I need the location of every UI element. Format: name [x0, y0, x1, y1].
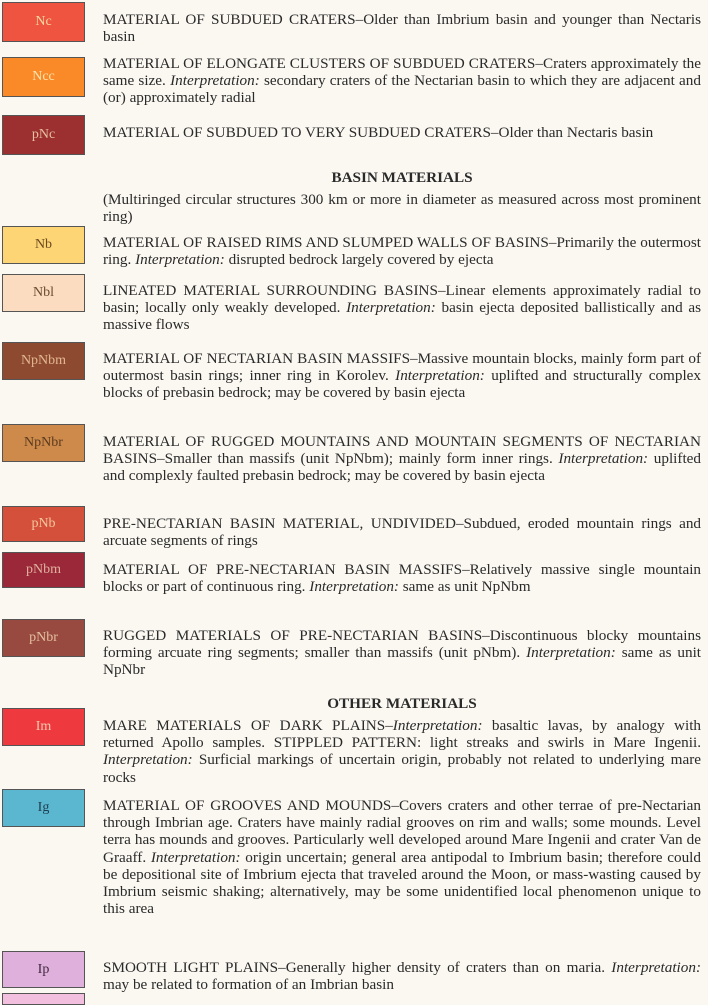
unit-code: Ig — [37, 800, 50, 815]
interpretation-text-2: Surficial markings of uncertain origin, probably not related to underlying mare rocks — [103, 751, 701, 786]
interpretation-text: same as unit NpNbm — [402, 578, 531, 596]
interpretation-text: origin uncertain; general area antipodal to Imbrium basin; therefore could be depositional site of Imbrium ejecta that traveled around the Moon, or mass-wasting caused by Imbrium seismic shaking; alternatively, may be some unidentified local phenomenon unique to this area — [103, 848, 701, 918]
unit-body: Craters approximately the same size. — [103, 55, 701, 90]
unit-code: NpNbr — [24, 435, 63, 450]
unit-description-im — [103, 717, 701, 786]
unit-swatch-ip — [2, 951, 85, 988]
unit-code: pNc — [31, 127, 56, 142]
dash: – — [455, 515, 464, 532]
unit-body: Smaller than massifs (unit NpNbm); mainly form inner rings. — [164, 450, 553, 468]
unit-description-nc — [103, 11, 701, 45]
interpretation-label: Interpretation: — [150, 848, 241, 866]
interpretation-text: uplifted and structurally complex blocks of prebasin bedrock; may be covered by basin ejecta — [103, 367, 702, 402]
unit-title: MATERIAL OF ELONGATE CLUSTERS OF SUBDUED CRATERS — [103, 55, 536, 72]
unit-description-nb — [103, 234, 701, 268]
unit-title: MATERIAL OF RAISED RIMS AND SLUMPED WALLS OF BASINS — [103, 234, 549, 251]
interpretation-label-2: Interpretation: — [103, 751, 193, 769]
unit-code: Ip — [37, 961, 50, 977]
unit-code: pNbr — [29, 630, 58, 645]
unit-description-pnc — [103, 124, 701, 141]
interpretation-label: Interpretation: — [392, 717, 483, 734]
dash: – — [157, 450, 165, 468]
unit-swatch-partial — [2, 993, 85, 1005]
unit-title: MATERIAL OF SUBDUED CRATERS — [103, 11, 356, 28]
unit-code: NpNbm — [20, 353, 67, 368]
unit-swatch-nc — [2, 2, 85, 42]
unit-body: Older than Nectaris basin — [498, 124, 654, 141]
unit-code: pNbm — [26, 562, 61, 577]
interpretation-text: secondary craters of the Nectarian basin to which they are adjacent and (or) approximately radial — [103, 72, 701, 107]
unit-swatch-nb — [2, 226, 85, 264]
dash: – — [490, 124, 499, 141]
unit-body: Linear elements approximately radial to basin; locally only weakly developed. — [103, 282, 701, 317]
unit-description-npnbr — [103, 433, 701, 485]
unit-swatch-npnbm — [2, 342, 85, 380]
unit-description-pnbm — [103, 561, 701, 595]
unit-body: Subdued, eroded mountain rings and arcuate segments of rings — [103, 515, 702, 550]
interpretation-label: Interpretation: — [611, 959, 701, 976]
unit-title: PRE-NECTARIAN BASIN MATERIAL, UNDIVIDED — [103, 515, 456, 532]
interpretation-label: Interpretation: — [346, 299, 436, 317]
interpretation-text: basin ejecta deposited ballistically and as massive flows — [103, 299, 702, 334]
unit-swatch-pnbm — [2, 552, 85, 588]
unit-description-ip — [103, 959, 701, 993]
unit-body: Massive mountain blocks, mainly form part of outermost basin rings; inner ring in Korolev. — [103, 350, 702, 385]
dash: – — [462, 561, 470, 578]
dash: – — [410, 350, 418, 367]
unit-body: Relatively massive single mountain blocks or part of continuous ring. — [103, 561, 702, 596]
unit-body: Primarily the outermost ring. — [103, 234, 701, 269]
unit-title: MATERIAL OF GROOVES AND MOUNDS — [103, 797, 392, 814]
interpretation-text: may be related to formation of an Imbrian basin — [103, 976, 394, 994]
unit-title: MATERIAL OF PRE-NECTARIAN BASIN MASSIFS — [103, 561, 463, 578]
interpretation-text: basaltic lavas, by analogy with returned Apollo samples. STIPPLED PATTERN: light streaks and swirls in Mare Ingenii. — [103, 717, 702, 752]
section-heading-basin: BASIN MATERIALS — [331, 169, 473, 186]
unit-title: LINEATED MATERIAL SURROUNDING BASINS — [103, 282, 438, 299]
unit-description-pnbr — [103, 627, 701, 679]
dash: – — [355, 11, 364, 28]
unit-swatch-pnb — [2, 506, 85, 542]
unit-description-ncc — [103, 55, 701, 107]
dash: – — [482, 627, 490, 644]
unit-title: MATERIAL OF NECTARIAN BASIN MASSIFS — [103, 350, 411, 367]
dash: – — [391, 797, 399, 814]
unit-description-pnb — [103, 515, 701, 549]
interpretation-label: Interpretation: — [395, 367, 485, 385]
unit-code: Nc — [35, 14, 52, 29]
interpretation-text: same as unit NpNbr — [103, 644, 702, 679]
dash: – — [535, 55, 543, 72]
unit-body: Covers craters and other terrae of pre-Nectarian through Imbrian age. Craters have mainly radial grooves on rim and walls; some mounds. Level terra has mounds and grooves. Particularly well developed around Mare Ingenii and crater Van de Graaff. — [103, 797, 701, 866]
dash: – — [385, 717, 393, 734]
unit-code: Nbl — [33, 285, 54, 300]
interpretation-label: Interpretation: — [135, 251, 225, 269]
dash: – — [437, 282, 446, 299]
dash: – — [548, 234, 557, 251]
unit-code: Nb — [34, 237, 53, 252]
unit-code: Im — [35, 719, 52, 734]
unit-body: Older than Imbrium basin and younger than Nectaris basin — [103, 11, 701, 46]
section-heading-other: OTHER MATERIALS — [327, 695, 477, 712]
unit-swatch-im — [2, 708, 85, 746]
unit-swatch-npnbr — [2, 424, 85, 462]
unit-title: RUGGED MATERIALS OF PRE-NECTARIAN BASINS — [103, 627, 483, 644]
unit-swatch-pnc — [2, 115, 85, 155]
unit-description-npnbm — [103, 350, 701, 402]
unit-body: Generally higher density of craters than on maria. — [285, 959, 606, 976]
unit-title: MATERIAL OF RUGGED MOUNTAINS AND MOUNTAIN SEGMENTS OF NECTARIAN BASINS — [103, 433, 701, 468]
unit-swatch-ig — [2, 789, 85, 827]
section-note-basin: (Multiringed circular structures 300 km or more in diameter as measured across most prominent ring) — [103, 191, 701, 226]
interpretation-label: Interpretation: — [170, 72, 260, 90]
interpretation-text: uplifted and complexly faulted prebasin bedrock; may be covered by basin ejecta — [103, 450, 702, 485]
interpretation-text: disrupted bedrock largely covered by ejecta — [228, 251, 494, 269]
interpretation-label: Interpretation: — [558, 450, 649, 468]
unit-title: SMOOTH LIGHT PLAINS — [103, 959, 279, 976]
unit-description-ig — [103, 797, 701, 917]
unit-code: pNb — [31, 516, 56, 531]
interpretation-label: Interpretation: — [526, 644, 616, 662]
interpretation-label: Interpretation: — [309, 578, 399, 596]
unit-title: MATERIAL OF SUBDUED TO VERY SUBDUED CRATERS — [103, 124, 491, 141]
dash: – — [278, 959, 286, 976]
unit-code: Ncc — [32, 69, 55, 84]
unit-swatch-pnbr — [2, 619, 85, 657]
unit-title: MARE MATERIALS OF DARK PLAINS — [103, 717, 386, 734]
unit-body: Discontinuous blocky mountains forming arcuate ring segments; smaller than massifs (unit pNbm). — [103, 627, 701, 662]
unit-swatch-nbl — [2, 274, 85, 312]
unit-swatch-ncc — [2, 57, 85, 97]
unit-description-nbl — [103, 282, 701, 334]
